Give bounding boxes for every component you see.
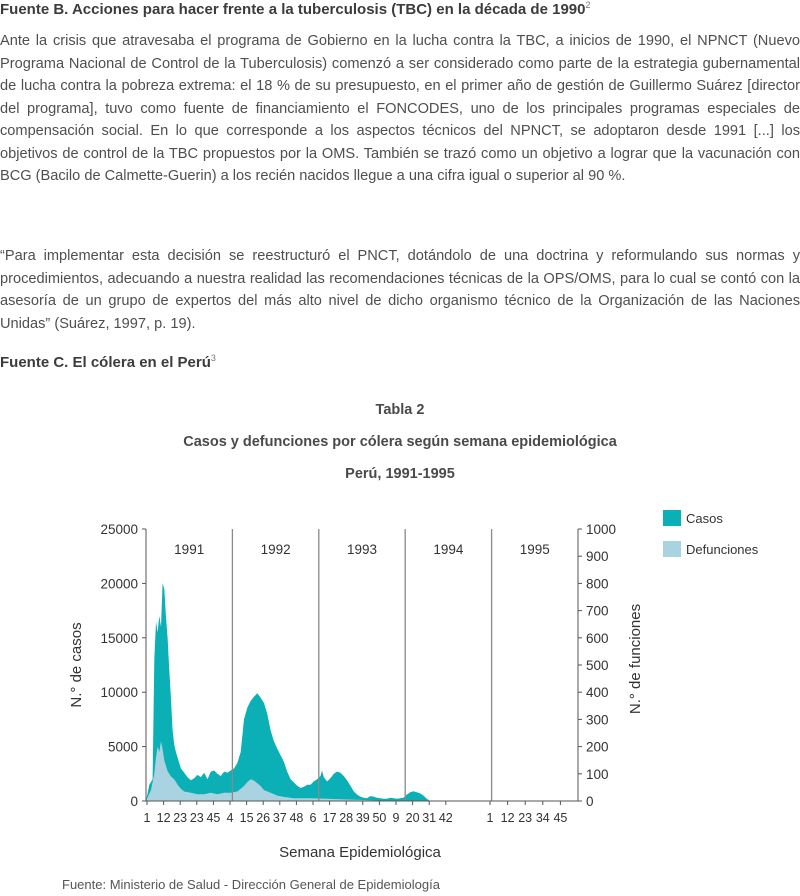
x-tick-label: 4 xyxy=(226,811,234,825)
x-tick-label: 23 xyxy=(189,811,204,825)
source-c-heading xyxy=(0,353,216,371)
x-tick-label: 1 xyxy=(143,811,151,825)
table-label: Tabla 2 xyxy=(375,402,425,418)
x-tick-label: 26 xyxy=(256,811,271,825)
x-tick-label: 1 xyxy=(486,811,494,825)
x-tick-label: 39 xyxy=(355,811,370,825)
left-tick-label: 20000 xyxy=(100,576,138,592)
chart xyxy=(0,500,800,870)
right-axis-title: N.° de funciones xyxy=(627,603,644,715)
x-tick-label: 31 xyxy=(422,811,437,825)
right-tick-label: 300 xyxy=(586,712,609,728)
right-tick-label: 700 xyxy=(586,603,609,619)
source-b-footnote: 2 xyxy=(585,0,591,10)
x-tick-label: 9 xyxy=(392,811,400,825)
x-axis-title: Semana Epidemiológica xyxy=(279,844,441,861)
left-tick-label: 10000 xyxy=(100,685,138,701)
legend-swatch-defunciones xyxy=(663,541,681,557)
right-tick-label: 600 xyxy=(586,630,609,646)
left-tick-label: 25000 xyxy=(100,522,138,537)
year-label: 1995 xyxy=(519,542,550,557)
x-tick-label: 34 xyxy=(535,811,550,825)
right-tick-label: 800 xyxy=(586,576,609,592)
right-tick-label: 1000 xyxy=(586,522,617,537)
year-label: 1993 xyxy=(346,542,378,557)
year-label: 1992 xyxy=(260,542,291,557)
source-b-paragraph-2: “Para implementar esta decisión se reestructuró el PNCT, dotándolo de una doctrina y reformulando sus normas y procedimientos, adecuando a nuestra realidad las recomendaciones técnicas de la OPS/OMS, para lo cual se contó con la asesoría de un grupo de expertos del más alto nivel de dicho organismo técnico de la Organización de las Naciones Unidas” (Suárez, 1997, p. 19). xyxy=(0,248,800,332)
legend-swatch-casos xyxy=(663,510,681,526)
source-c-footnote: 3 xyxy=(210,353,216,363)
x-tick-label: 42 xyxy=(438,811,453,825)
x-tick-label: 17 xyxy=(322,811,337,825)
right-tick-label: 900 xyxy=(586,549,609,565)
x-tick-label: 48 xyxy=(289,811,304,825)
right-tick-label: 500 xyxy=(586,658,609,673)
left-axis-title: N.° de casos xyxy=(68,622,85,708)
x-tick-label: 12 xyxy=(500,811,515,825)
x-tick-label: 23 xyxy=(518,811,533,825)
right-tick-label: 200 xyxy=(586,739,609,755)
source-b-heading-text: Fuente B. Acciones para hacer frente a la tuberculosis (TBC) en la década de 1990 xyxy=(0,1,586,18)
right-tick-label: 400 xyxy=(586,685,609,701)
year-label: 1994 xyxy=(433,542,464,557)
x-tick-label: 45 xyxy=(553,811,568,825)
legend-label-defunciones: Defunciones xyxy=(686,542,759,557)
source-b-paragraph-1: Ante la crisis que atravesaba el programa de Gobierno en la lucha contra la TBC, a inicios de 1990, el NPNCT (Nuevo Programa Nacional de Control de la Tuberculosis) comenzó a ser considerado como parte de la estrategia gubernamental de lucha contra la pobreza extrema: el 18 % de su presupuesto, en el primer año de gestión de Guillermo Suárez [director del programa], tuvo como fuente de financiamiento el FONCODES, uno de los principales programas especiales de compensación social. En lo que corresponde a los aspectos técnicos del NPNCT, se adoptaron desde 1991 [...] los objetivos de control de la TBC propuestos por la OMS. También se trazó como un objetivo a lograr que la vacunación con BCG (Bacilo de Calmette-Guerin) a los recién nacidos llegue a una cifra igual o superior al 90 %. xyxy=(0,33,800,184)
x-tick-label: 20 xyxy=(405,811,420,825)
left-tick-label: 0 xyxy=(130,794,138,809)
chart-title: Casos y defunciones por cólera según semana epidemiológica xyxy=(183,434,617,450)
x-tick-label: 28 xyxy=(339,811,354,825)
x-tick-label: 50 xyxy=(372,811,387,825)
casos-area xyxy=(146,583,430,801)
x-tick-label: 15 xyxy=(239,811,254,825)
legend-label-casos: Casos xyxy=(686,511,723,526)
source-note: Fuente: Ministerio de Salud - Dirección General de Epidemiología xyxy=(62,877,440,892)
x-tick-label: 12 xyxy=(156,811,171,825)
year-label: 1991 xyxy=(174,542,205,557)
chart-subtitle: Perú, 1991-1995 xyxy=(345,466,455,482)
source-b-heading xyxy=(0,0,591,18)
left-tick-label: 15000 xyxy=(100,630,138,646)
right-tick-label: 0 xyxy=(586,794,594,809)
source-c-heading-text: Fuente C. El cólera en el Perú xyxy=(0,354,211,371)
left-tick-label: 5000 xyxy=(107,739,138,755)
right-tick-label: 100 xyxy=(586,766,609,782)
x-tick-label: 37 xyxy=(272,811,287,825)
x-tick-label: 23 xyxy=(173,811,188,825)
x-tick-label: 6 xyxy=(309,811,317,825)
x-tick-label: 45 xyxy=(206,811,221,825)
